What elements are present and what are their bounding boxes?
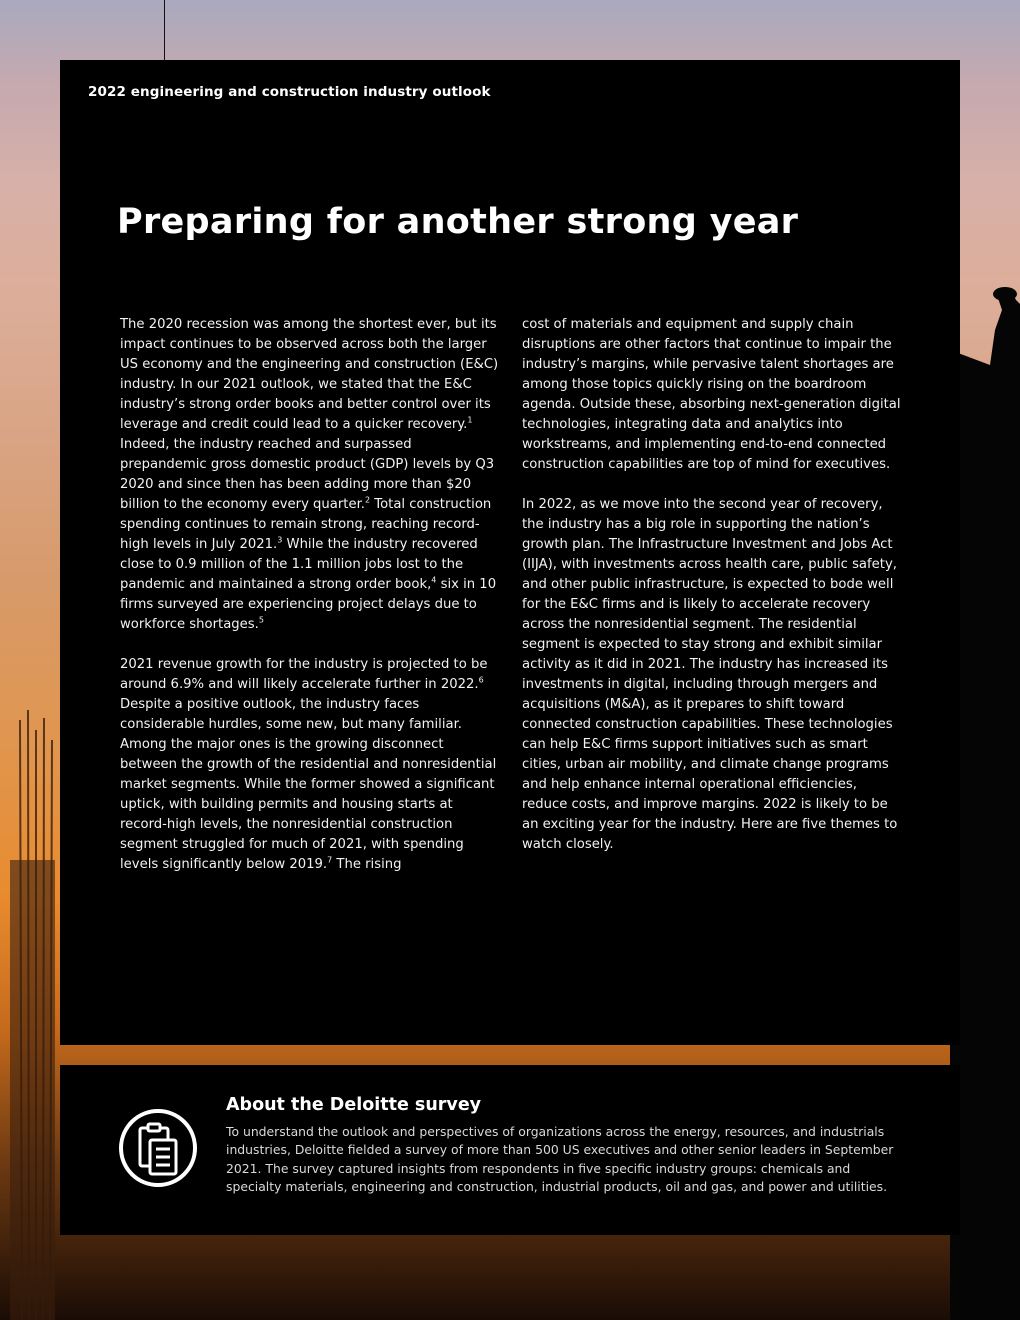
footnote-ref[interactable]: 5	[258, 615, 264, 625]
survey-info-panel	[60, 1065, 960, 1235]
article-column-left	[120, 315, 500, 895]
article-columns	[120, 315, 902, 895]
footnote-ref[interactable]: 7	[327, 855, 333, 865]
page-title: Preparing for another strong year	[117, 202, 799, 242]
article-column-right	[522, 315, 902, 895]
footnote-ref[interactable]: 6	[478, 675, 484, 685]
survey-description: To understand the outlook and perspectives of organizations across the energy, resources, and industrials industries, Deloitte fielded a survey of more than 500 US executives and other senior leaders in September 2021. The survey captured insights from respondents in five specific industry groups: chemicals and specialty materials, engineering and construction, industrial products, oil and gas, and power and utilities.	[226, 1124, 894, 1194]
report-header-label: 2022 engineering and construction industry outlook	[88, 84, 491, 100]
clipboard-icon	[118, 1108, 198, 1188]
decorative-top-line	[164, 0, 165, 60]
article-paragraph: In 2022, as we move into the second year of recovery, the industry has a big role in supporting the nation’s growth plan. The Infrastructure Investment and Jobs Act (IIJA), with investments across health care, public safety, and other public infrastructure, is expected to bode well for the E&C firms and is likely to accelerate recovery across the nonresidential segment. The residential segment is expected to stay strong and exhibit similar activity as it did in 2021. The industry has increased its investments in digital, including through mergers and acquisitions (M&A), as it prepares to shift toward connected construction capabilities. These technologies can help E&C firms support initiatives such as smart cities, urban air mobility, and climate change programs and help enhance internal operational efficiencies, reduce costs, and improve margins. 2022 is likely to be an exciting year for the industry. Here are five themes to watch closely.	[522, 497, 898, 852]
article-paragraph: The 2020 recession was among the shortest ever, but its impact continues to be observed across both the larger US economy and the engineering and construction (E&C) industry. In our 2021 outlook, we stated that the E&C industry’s strong order books and better control over its leverage and credit could lead to a quicker recovery.$^1$ Indeed, the industry reached and surpassed prepandemic gross domestic product (GDP) levels by Q3 2020 and since then has been adding more than $20 billion to the economy every quarter.$^2$ Total construction spending continues to remain strong, reaching record-high levels in July 2021.$^3$ While the industry recovered close to 0.9 million of the 1.1 million jobs lost to the pandemic and maintained a strong order book,$^4$ six in 10 firms surveyed are experiencing project delays due to workforce shortages.$^5$	[120, 317, 499, 632]
article-paragraph: 2021 revenue growth for the industry is projected to be around 6.9% and will likely accelerate further in 2022.$^6$ Despite a positive outlook, the industry faces considerable hurdles, some new, but many familiar. Among the major ones is the growing disconnect between the growth of the residential and nonresidential market segments. While the former showed a significant uptick, with building permits and housing starts at record-high levels, the nonresidential construction segment struggled for much of 2021, with spending levels significantly below 2019.$^7$ The rising	[120, 657, 497, 872]
main-content-panel	[60, 60, 960, 1045]
footnote-ref[interactable]: 4	[431, 575, 437, 585]
survey-title: About the Deloitte survey	[226, 1095, 482, 1115]
footnote-ref[interactable]: 1	[467, 415, 473, 425]
worker-silhouette-image	[950, 270, 1020, 1320]
footnote-ref[interactable]: 2	[364, 495, 371, 505]
footnote-ref[interactable]: 3	[277, 535, 283, 545]
article-paragraph: cost of materials and equipment and supply chain disruptions are other factors that continue to impair the industry’s margins, while pervasive talent shortages are among those topics quickly rising on the boardroom agenda. Outside these, absorbing next-generation digital technologies, integrating data and analytics into workstreams, and implementing end-to-end connected construction capabilities are top of mind for executives.	[522, 317, 901, 472]
